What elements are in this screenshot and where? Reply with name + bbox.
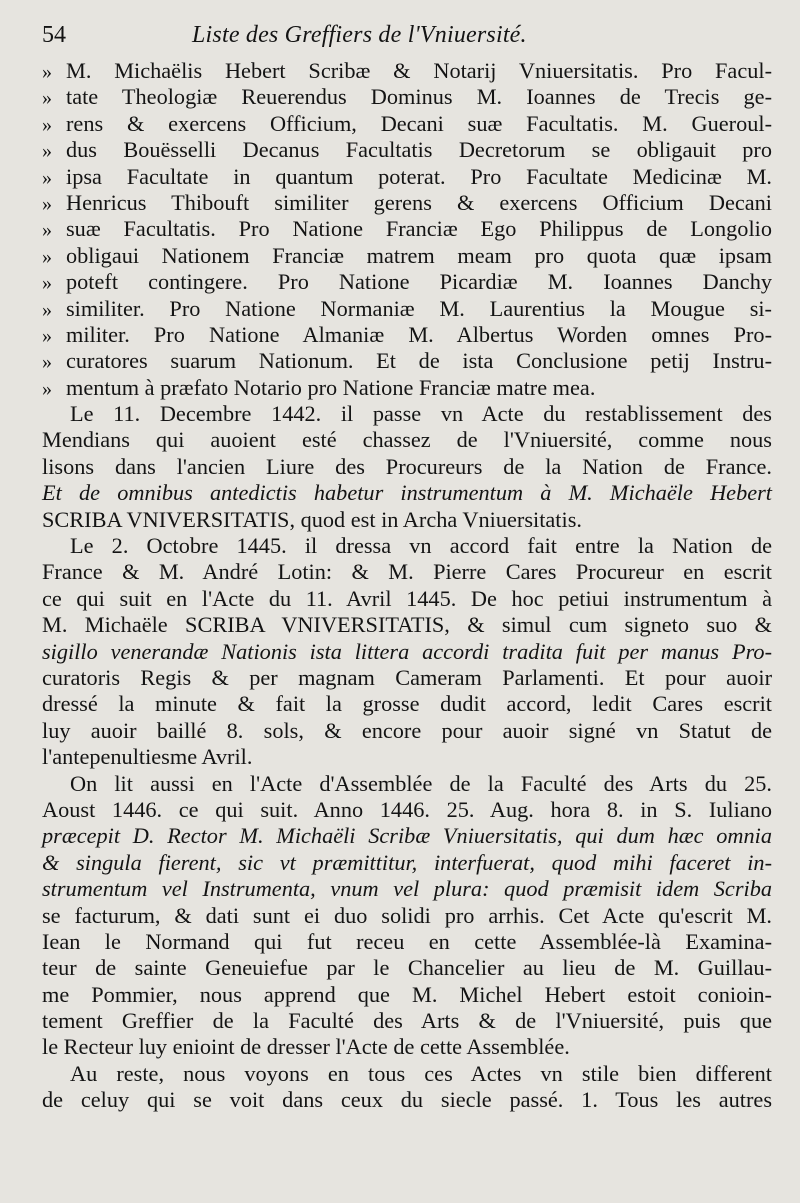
line-text: poteft contingere. Pro Natione Picardiæ M. Ioannes Danchy <box>66 269 772 295</box>
line-text: teur de sainte Geneuiefue par le Chancelier au lieu de M. Guillau- <box>42 955 772 981</box>
line-text: curatores suarum Nationum. Et de ista Conclusione petij Instru- <box>66 348 772 374</box>
text-line <box>42 348 772 374</box>
line-text: lisons dans l'ancien Liure des Procureurs de la Nation de France. <box>42 453 772 479</box>
line-text: strumentum vel Instrumenta, vnum vel plura: quod præmisit idem Scriba <box>42 876 772 902</box>
line-text: M. Michaëlis Hebert Scribæ & Notarij Vniuersitatis. Pro Facul- <box>66 58 772 83</box>
line-text: Au reste, nous voyons en tous ces Actes vn stile bien different <box>70 1060 772 1086</box>
text-line <box>42 929 772 955</box>
text-line <box>42 58 772 84</box>
line-text: M. Michaële SCRIBA VNIVERSITATIS, & simul cum signeto suo & <box>42 612 772 638</box>
quote-mark: » <box>42 272 52 295</box>
page-number: 54 <box>42 22 66 48</box>
line-text: sigillo venerandæ Nationis ista littera accordi tradita fuit per manus Pro- <box>42 638 772 664</box>
quote-mark: » <box>42 351 52 374</box>
line-text: On lit aussi en l'Acte d'Assemblée de la Faculté des Arts du 25. <box>70 770 772 796</box>
paragraph-4 <box>42 1061 772 1114</box>
text-line <box>42 375 772 401</box>
text-line <box>42 427 772 453</box>
paragraph-3 <box>42 771 772 1061</box>
quote-mark: » <box>42 166 52 189</box>
text-line <box>42 586 772 612</box>
text-line <box>42 111 772 137</box>
text-line <box>42 269 772 295</box>
line-text: præcepit D. Rector M. Michaëli Scribæ Vniuersitatis, qui dum hæc omnia <box>42 823 772 849</box>
text-line <box>42 296 772 322</box>
line-text: curatoris Regis & per magnam Cameram Parlamenti. Et pour auoir <box>42 664 772 690</box>
line-text: se facturum, & dati sunt ei duo solidi pro arrhis. Cet Acte qu'escrit M. <box>42 902 772 928</box>
quote-mark: » <box>42 192 52 215</box>
text-line <box>42 454 772 480</box>
line-text: France & M. André Lotin: & M. Pierre Cares Procureur en escrit <box>42 559 772 585</box>
line-text: me Pommier, nous apprend que M. Michel Hebert estoit conioin- <box>42 981 772 1007</box>
page-header <box>42 22 772 56</box>
text-line <box>42 850 772 876</box>
line-text: similiter. Pro Natione Normaniæ M. Laurentius la Mougue si- <box>66 295 772 321</box>
quote-mark: » <box>42 140 52 163</box>
line-text: l'antepenultiesme Avril. <box>42 744 253 770</box>
line-text: obligaui Nationem Franciæ matrem meam pro quota quæ ipsam <box>66 242 772 268</box>
text-line <box>42 322 772 348</box>
text-line <box>42 823 772 849</box>
line-text: de celuy qui se voit dans ceux du siecle passé. 1. Tous les autres <box>42 1087 772 1113</box>
text-line <box>42 533 772 559</box>
line-text: dressé la minute & fait la grosse dudit accord, ledit Cares escrit <box>42 691 772 717</box>
text-line <box>42 797 772 823</box>
line-text: mentum à præfato Notario pro Natione Franciæ matre mea. <box>66 374 596 400</box>
text-line <box>42 84 772 110</box>
text-line <box>42 1008 772 1034</box>
quote-mark: » <box>42 113 52 136</box>
line-text: luy auoir baillé 8. sols, & encore pour auoir signé vn Statut de <box>42 717 772 743</box>
quote-mark: » <box>42 324 52 347</box>
text-line <box>42 1061 772 1087</box>
quote-mark: » <box>42 245 52 268</box>
quoted-block <box>42 58 772 401</box>
line-text: tate Theologiæ Reuerendus Dominus M. Ioannes de Trecis ge- <box>66 84 772 110</box>
text-line <box>42 718 772 744</box>
line-text: suæ Facultatis. Pro Natione Franciæ Ego Philippus de Longolio <box>66 216 772 242</box>
text-line <box>42 243 772 269</box>
text-line <box>42 1087 772 1113</box>
text-line <box>42 665 772 691</box>
line-text: ipsa Facultate in quantum poterat. Pro Facultate Medicinæ M. <box>66 163 772 189</box>
line-text: SCRIBA VNIVERSITATIS, quod est in Archa Vniuersitatis. <box>42 506 582 532</box>
text-line <box>42 507 772 533</box>
line-text: Le 11. Decembre 1442. il passe vn Acte du restablissement des <box>70 401 772 427</box>
quote-mark: » <box>42 298 52 321</box>
text-line <box>42 401 772 427</box>
paragraph-1 <box>42 401 772 533</box>
text-line <box>42 955 772 981</box>
line-text: Et de omnibus antedictis habetur instrumentum à M. Michaële Hebert <box>42 480 772 506</box>
text-line <box>42 691 772 717</box>
text-line <box>42 744 772 770</box>
text-line <box>42 480 772 506</box>
running-title: Liste des Greffiers de l'Vniuersité. <box>192 22 527 48</box>
text-line <box>42 903 772 929</box>
text-line <box>42 982 772 1008</box>
line-text: Henricus Thibouft similiter gerens & exercens Officium Decani <box>66 189 772 215</box>
line-text: ce qui suit en l'Acte du 11. Avril 1445. De hoc petiui instrumentum à <box>42 585 772 611</box>
text-line <box>42 190 772 216</box>
paragraph-2 <box>42 533 772 771</box>
line-text: militer. Pro Natione Almaniæ M. Albertus Worden omnes Pro- <box>66 321 772 347</box>
text-line <box>42 1034 772 1060</box>
text-line <box>42 612 772 638</box>
line-text: tement Greffier de la Faculté des Arts & de l'Vniuersité, puis que <box>42 1008 772 1034</box>
line-text: Iean le Normand qui fut receu en cette Assemblée-là Examina- <box>42 928 772 954</box>
line-text: Mendians qui auoient esté chassez de l'Vniuersité, comme nous <box>42 427 772 453</box>
quote-mark: » <box>42 219 52 242</box>
line-text: Le 2. Octobre 1445. il dressa vn accord fait entre la Nation de <box>70 533 772 559</box>
text-line <box>42 771 772 797</box>
text-line <box>42 164 772 190</box>
text-line <box>42 876 772 902</box>
line-text: & singula fierent, sic vt præmittitur, interfuerat, quod mihi faceret in- <box>42 849 772 875</box>
quote-mark: » <box>42 61 52 83</box>
line-text: rens & exercens Officium, Decani suæ Facultatis. M. Gueroul- <box>66 110 772 136</box>
line-text: Aoust 1446. ce qui suit. Anno 1446. 25. Aug. hora 8. in S. Iuliano <box>42 796 772 822</box>
quote-mark: » <box>42 377 52 400</box>
text-line <box>42 137 772 163</box>
line-text: dus Bouësselli Decanus Facultatis Decretorum se obligauit pro <box>66 137 772 163</box>
text-line <box>42 216 772 242</box>
line-text: le Recteur luy enioint de dresser l'Acte de cette Assemblée. <box>42 1034 570 1060</box>
quote-mark: » <box>42 87 52 110</box>
text-line <box>42 639 772 665</box>
text-line <box>42 559 772 585</box>
